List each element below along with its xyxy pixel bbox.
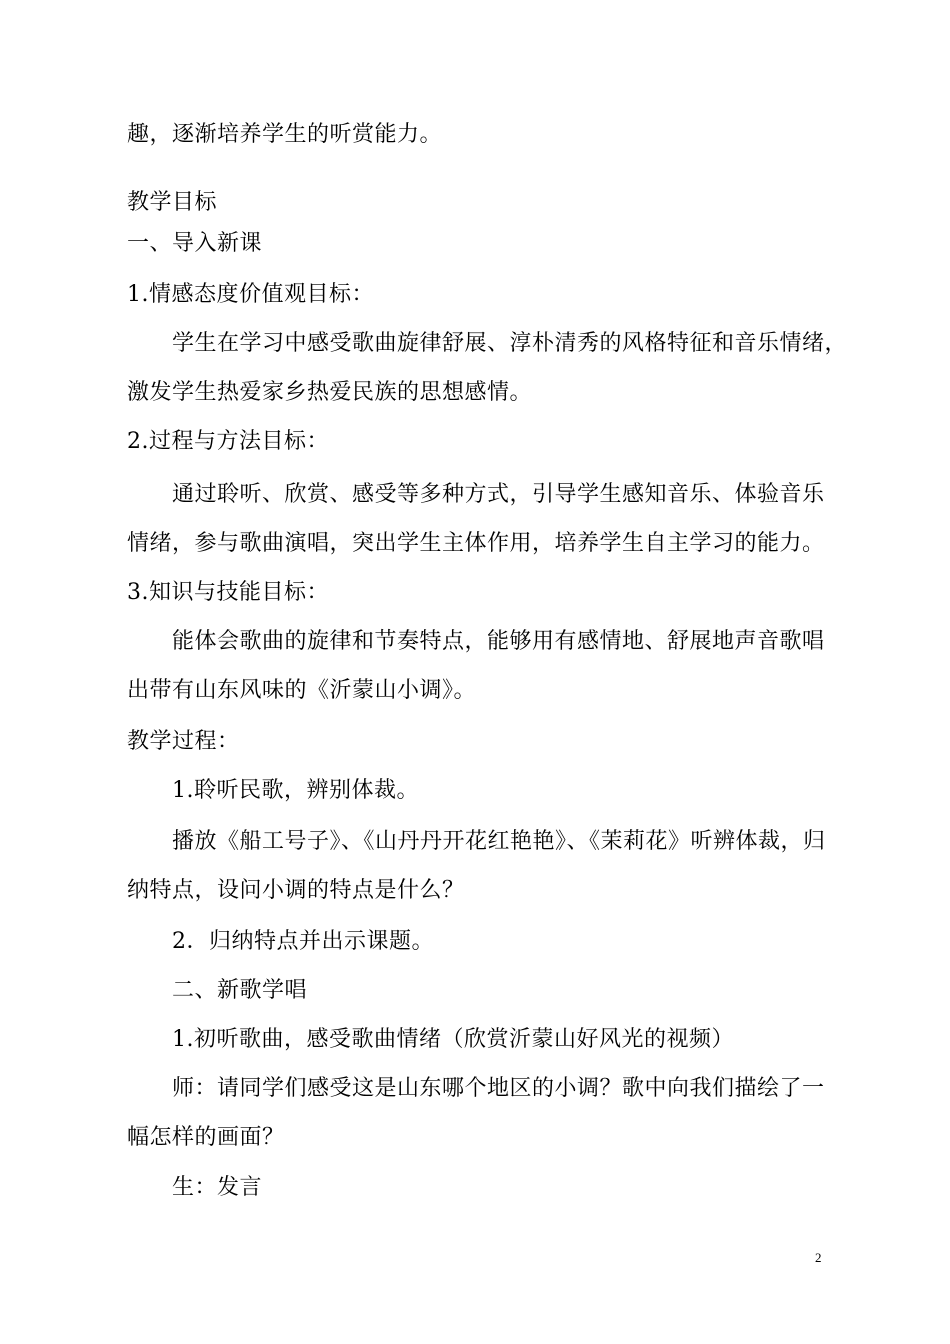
step-heading: 1.初听歌曲，感受歌曲情绪（欣赏沂蒙山好风光的视频） <box>172 1027 734 1052</box>
paragraph-line: 师：请同学们感受这是山东哪个地区的小调？歌中向我们描绘了一 <box>172 1076 825 1101</box>
paragraph-line: 生：发言 <box>172 1175 263 1200</box>
paragraph-line: 出带有山东风味的《沂蒙山小调》。 <box>127 678 477 703</box>
objective-heading-2: 2.过程与方法目标： <box>127 429 329 454</box>
page-number: 2 <box>815 1250 822 1265</box>
heading-teaching-objectives: 教学目标 <box>127 190 218 215</box>
heading-section-one: 一、导入新课 <box>127 231 263 256</box>
objective-heading-3: 3.知识与技能目标： <box>127 580 329 605</box>
paragraph-line: 趣，逐渐培养学生的听赏能力。 <box>127 122 443 147</box>
paragraph-line: 激发学生热爱家乡热爱民族的思想感情。 <box>127 380 533 405</box>
paragraph-line: 幅怎样的画面？ <box>127 1125 285 1150</box>
objective-heading-1: 1.情感态度价值观目标： <box>127 282 374 307</box>
paragraph-line: 能体会歌曲的旋律和节奏特点，能够用有感情地、舒展地声音歌唱 <box>172 629 825 654</box>
paragraph-line: 情绪，参与歌曲演唱，突出学生主体作用，培养学生自主学习的能力。 <box>127 531 825 556</box>
paragraph-line: 学生在学习中感受歌曲旋律舒展、淳朴清秀的风格特征和音乐情绪， <box>172 331 848 356</box>
heading-teaching-process: 教学过程： <box>127 729 240 754</box>
paragraph-line: 播放《船工号子》、《山丹丹开花红艳艳》、《茉莉花》听辨体裁，归 <box>172 829 826 854</box>
paragraph-line: 纳特点，设问小调的特点是什么？ <box>127 878 465 903</box>
paragraph-line: 通过聆听、欣赏、感受等多种方式，引导学生感知音乐、体验音乐 <box>172 482 825 507</box>
step-heading: 2．归纳特点并出示课题。 <box>172 929 434 954</box>
heading-section-two: 二、新歌学唱 <box>172 978 308 1003</box>
step-heading: 1.聆听民歌，辨别体裁。 <box>172 778 419 803</box>
